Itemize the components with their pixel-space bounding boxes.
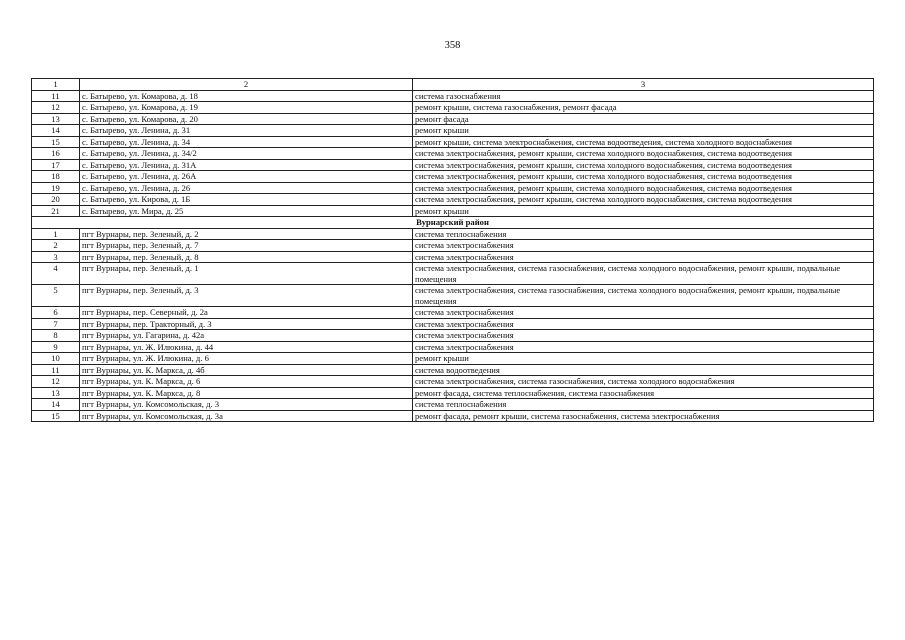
works-cell: ремонт фасада	[413, 113, 874, 125]
address-cell: пгт Вурнары, ул. Ж. Илюкина, д. 44	[80, 341, 413, 353]
row-number-cell: 12	[32, 376, 80, 388]
address-cell: пгт Вурнары, ул. К. Маркса, д. 8	[80, 387, 413, 399]
table-row	[32, 341, 874, 353]
address-cell: с. Батырево, ул. Ленина, д. 26А	[80, 171, 413, 183]
table-row	[32, 228, 874, 240]
row-number-cell: 5	[32, 285, 80, 307]
page-number: 358	[444, 40, 461, 51]
address-cell: с. Батырево, ул. Ленина, д. 31	[80, 125, 413, 137]
address-cell: пгт Вурнары, пер. Зеленый, д. 2	[80, 228, 413, 240]
table-row	[32, 318, 874, 330]
table-row	[32, 387, 874, 399]
row-number-cell: 11	[32, 90, 80, 102]
works-cell: система электроснабжения	[413, 341, 874, 353]
table-row	[32, 102, 874, 114]
table-row	[32, 364, 874, 376]
address-cell: пгт Вурнары, пер. Зеленый, д. 8	[80, 251, 413, 263]
row-number-cell: 13	[32, 387, 80, 399]
row-number-cell: 15	[32, 136, 80, 148]
address-cell: пгт Вурнары, пер. Северный, д. 2а	[80, 307, 413, 319]
row-number-cell: 3	[32, 251, 80, 263]
table-body	[32, 79, 874, 422]
works-cell: ремонт крыши, система электроснабжения, система водоотведения, система холодного водоснабжения	[413, 136, 874, 148]
works-cell: ремонт крыши	[413, 353, 874, 365]
table-row	[32, 285, 874, 307]
table-row	[32, 125, 874, 137]
table-row	[32, 307, 874, 319]
section-title: Вурнарский район	[32, 217, 874, 229]
table-row	[32, 171, 874, 183]
address-cell: с. Батырево, ул. Комарова, д. 20	[80, 113, 413, 125]
row-number-cell: 17	[32, 159, 80, 171]
address-cell: пгт Вурнары, пер. Тракторный, д. 3	[80, 318, 413, 330]
table-row	[32, 353, 874, 365]
works-cell: система электроснабжения	[413, 330, 874, 342]
address-cell: пгт Вурнары, ул. Комсомольская, д. 3а	[80, 410, 413, 422]
works-cell: система электроснабжения, ремонт крыши, система холодного водоснабжения, система водоотведения	[413, 182, 874, 194]
row-number-cell: 10	[32, 353, 80, 365]
row-number-cell: 19	[32, 182, 80, 194]
address-cell: пгт Вурнары, ул. Комсомольская, д. 3	[80, 399, 413, 411]
row-number-cell: 12	[32, 102, 80, 114]
row-number-cell: 9	[32, 341, 80, 353]
address-cell: с. Батырево, ул. Комарова, д. 19	[80, 102, 413, 114]
table-row	[32, 399, 874, 411]
works-cell: система водоотведения	[413, 364, 874, 376]
address-cell: пгт Вурнары, ул. К. Маркса, д. 4б	[80, 364, 413, 376]
row-number-cell: 13	[32, 113, 80, 125]
table-row	[32, 113, 874, 125]
address-cell: с. Батырево, ул. Ленина, д. 34/2	[80, 148, 413, 160]
works-cell: система теплоснабжения	[413, 399, 874, 411]
works-cell: ремонт крыши	[413, 125, 874, 137]
works-cell: ремонт фасада, система теплоснабжения, система газоснабжения	[413, 387, 874, 399]
row-number-cell: 15	[32, 410, 80, 422]
works-cell: система электроснабжения	[413, 251, 874, 263]
works-cell: система электроснабжения, ремонт крыши, система холодного водоснабжения, система водоотведения	[413, 148, 874, 160]
table-row	[32, 263, 874, 285]
address-cell: с. Батырево, ул. Ленина, д. 26	[80, 182, 413, 194]
works-cell: система электроснабжения, система газоснабжения, система холодного водоснабжения, ремонт крыши, подвальные помещения	[413, 263, 874, 285]
row-number-cell: 8	[32, 330, 80, 342]
row-number-cell: 2	[32, 240, 80, 252]
address-cell: пгт Вурнары, ул. Гагарина, д. 42а	[80, 330, 413, 342]
works-cell: система газоснабжения	[413, 90, 874, 102]
row-number-cell: 4	[32, 263, 80, 285]
column-number-3: 3	[413, 79, 874, 91]
works-cell: система электроснабжения	[413, 307, 874, 319]
works-cell: система электроснабжения, система газоснабжения, система холодного водоснабжения, ремонт крыши, подвальные помещения	[413, 285, 874, 307]
address-cell: с. Батырево, ул. Ленина, д. 31А	[80, 159, 413, 171]
works-cell: система электроснабжения, ремонт крыши, система холодного водоснабжения, система водоотведения	[413, 194, 874, 206]
works-cell: система электроснабжения	[413, 318, 874, 330]
address-cell: с. Батырево, ул. Комарова, д. 18	[80, 90, 413, 102]
row-number-cell: 18	[32, 171, 80, 183]
table-row	[32, 148, 874, 160]
address-cell: пгт Вурнары, пер. Зеленый, д. 7	[80, 240, 413, 252]
row-number-cell: 14	[32, 125, 80, 137]
works-cell: ремонт крыши, система газоснабжения, ремонт фасада	[413, 102, 874, 114]
address-cell: с. Батырево, ул. Мира, д. 25	[80, 205, 413, 217]
table-row	[32, 240, 874, 252]
column-number-row	[32, 79, 874, 91]
address-cell: пгт Вурнары, пер. Зеленый, д. 3	[80, 285, 413, 307]
repair-works-table	[31, 78, 874, 422]
address-cell: пгт Вурнары, ул. К. Маркса, д. 6	[80, 376, 413, 388]
row-number-cell: 11	[32, 364, 80, 376]
table-row	[32, 251, 874, 263]
address-cell: пгт Вурнары, ул. Ж. Илюкина, д. 6	[80, 353, 413, 365]
row-number-cell: 1	[32, 228, 80, 240]
table-row	[32, 136, 874, 148]
works-cell: система электроснабжения, ремонт крыши, система холодного водоснабжения, система водоотведения	[413, 171, 874, 183]
row-number-cell: 20	[32, 194, 80, 206]
section-row	[32, 217, 874, 229]
row-number-cell: 21	[32, 205, 80, 217]
address-cell: пгт Вурнары, пер. Зеленый, д. 1	[80, 263, 413, 285]
works-cell: система электроснабжения	[413, 240, 874, 252]
table-row	[32, 330, 874, 342]
row-number-cell: 14	[32, 399, 80, 411]
row-number-cell: 7	[32, 318, 80, 330]
works-cell: ремонт крыши	[413, 205, 874, 217]
table-row	[32, 90, 874, 102]
column-number-2: 2	[80, 79, 413, 91]
column-number-1: 1	[32, 79, 80, 91]
table-row	[32, 194, 874, 206]
works-cell: система электроснабжения, система газоснабжения, система холодного водоснабжения	[413, 376, 874, 388]
address-cell: с. Батырево, ул. Ленина, д. 34	[80, 136, 413, 148]
works-cell: ремонт фасада, ремонт крыши, система газоснабжения, система электроснабжения	[413, 410, 874, 422]
row-number-cell: 6	[32, 307, 80, 319]
table-row	[32, 182, 874, 194]
table-row	[32, 376, 874, 388]
address-cell: с. Батырево, ул. Кирова, д. 1Б	[80, 194, 413, 206]
works-cell: система теплоснабжения	[413, 228, 874, 240]
table-row	[32, 159, 874, 171]
works-cell: система электроснабжения, ремонт крыши, система холодного водоснабжения, система водоотведения	[413, 159, 874, 171]
table-row	[32, 205, 874, 217]
table-row	[32, 410, 874, 422]
row-number-cell: 16	[32, 148, 80, 160]
